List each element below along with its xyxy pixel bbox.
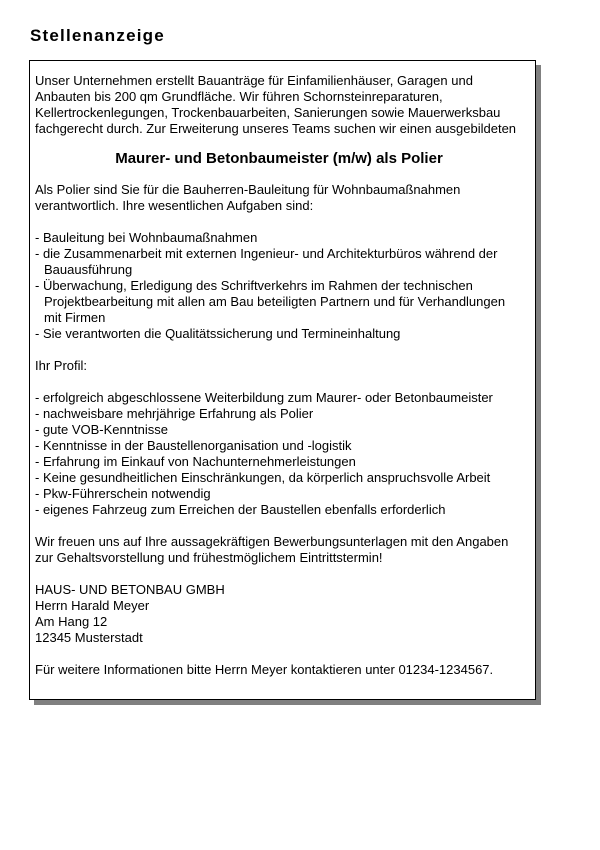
street-address: Am Hang 12 bbox=[35, 614, 108, 629]
profile-list bbox=[35, 390, 523, 518]
postal-city: 12345 Musterstadt bbox=[35, 630, 143, 645]
list-item: - die Zusammenarbeit mit externen Ingenieur- und Architekturbüros während der Bauausführung bbox=[35, 246, 498, 277]
address-block bbox=[35, 582, 523, 646]
list-item: - Kenntnisse in der Baustellenorganisation und -logistik bbox=[35, 438, 352, 453]
company-name: HAUS- UND BETONBAU GMBH bbox=[35, 582, 225, 597]
tasks-intro: Als Polier sind Sie für die Bauherren-Bauleitung für Wohnbaumaßnahmen verantwortlich. Ihre wesentlichen Aufgaben sind: bbox=[35, 182, 461, 213]
list-item: - Sie verantworten die Qualitätssicherung und Termineinhaltung bbox=[35, 326, 401, 341]
tasks-list bbox=[35, 230, 523, 342]
list-item: - eigenes Fahrzeug zum Erreichen der Baustellen ebenfalls erforderlich bbox=[35, 502, 446, 517]
list-item: - Bauleitung bei Wohnbaumaßnahmen bbox=[35, 230, 258, 245]
job-ad-box bbox=[29, 60, 536, 700]
list-item: - Überwachung, Erledigung des Schriftverkehrs im Rahmen der technischen Projektbearbeitung mit allen am Bau beteiligten Partnern und für Verhandlungen mit Firmen bbox=[35, 278, 506, 325]
list-item: - Pkw-Führerschein notwendig bbox=[35, 486, 211, 501]
list-item: - Erfahrung im Einkauf von Nachunternehmerleistungen bbox=[35, 454, 356, 469]
contact-person: Herrn Harald Meyer bbox=[35, 598, 150, 613]
contact-info: Für weitere Informationen bitte Herrn Meyer kontaktieren unter 01234-1234567. bbox=[35, 662, 494, 677]
list-item: - Keine gesundheitlichen Einschränkungen, da körperlich anspruchsvolle Arbeit bbox=[35, 470, 491, 485]
page-title: Stellenanzeige bbox=[30, 26, 165, 45]
profile-heading: Ihr Profil: bbox=[35, 358, 88, 373]
closing-paragraph: Wir freuen uns auf Ihre aussagekräftigen Bewerbungsunterlagen mit den Angaben zur Gehaltsvorstellung und frühestmöglichem Eintrittstermin! bbox=[35, 534, 509, 565]
list-item: - nachweisbare mehrjährige Erfahrung als Polier bbox=[35, 406, 314, 421]
list-item: - erfolgreich abgeschlossene Weiterbildung zum Maurer- oder Betonbaumeister bbox=[35, 390, 493, 405]
intro-paragraph: Unser Unternehmen erstellt Bauanträge für Einfamilienhäuser, Garagen und Anbauten bis 200 qm Grundfläche. Wir führen Schornsteinreparaturen, Kellertrockenlegungen, Trockenbauarbeiten, Sanierungen sowie Mauerwerksbau fachgerecht durch. Zur Erweiterung unseres Teams suchen wir einen ausgebildeten bbox=[35, 73, 517, 136]
position-title: Maurer- und Betonbaumeister (m/w) als Polier bbox=[115, 150, 443, 167]
list-item: - gute VOB-Kenntnisse bbox=[35, 422, 168, 437]
